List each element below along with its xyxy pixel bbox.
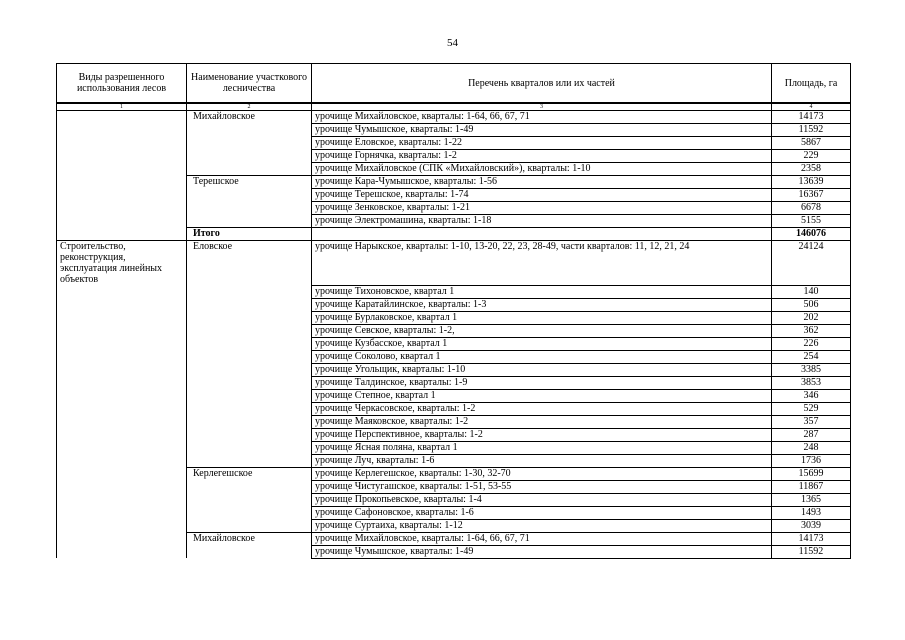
area-cell: 287 <box>772 428 851 441</box>
area-cell: 248 <box>772 441 851 454</box>
table-row <box>57 215 851 228</box>
tracts-cell: урочище Чумышское, кварталы: 1-49 <box>312 124 772 137</box>
table-row <box>57 467 851 480</box>
use-type-cell <box>57 545 187 558</box>
area-cell: 14173 <box>772 111 851 124</box>
tracts-cell: урочище Соколово, квартал 1 <box>312 350 772 363</box>
tracts-cell: урочище Кара-Чумышское, кварталы: 1-56 <box>312 176 772 189</box>
tracts-cell: урочище Степное, квартал 1 <box>312 389 772 402</box>
area-cell: 254 <box>772 350 851 363</box>
area-cell: 3039 <box>772 519 851 532</box>
tracts-cell: урочище Тихоновское, квартал 1 <box>312 285 772 298</box>
use-type-cell: Строительство, реконструкция, эксплуатация линейных объектов <box>57 241 187 286</box>
tracts-cell: урочище Талдинское, кварталы: 1-9 <box>312 376 772 389</box>
use-type-cell <box>57 189 187 202</box>
table-row <box>57 350 851 363</box>
tracts-cell: урочище Угольщик, кварталы: 1-10 <box>312 363 772 376</box>
tracts-cell: урочище Кузбасское, квартал 1 <box>312 337 772 350</box>
table-row <box>57 402 851 415</box>
forestry-cell <box>187 480 312 493</box>
header-area: Площадь, га <box>772 64 851 104</box>
use-type-cell <box>57 137 187 150</box>
use-type-cell <box>57 415 187 428</box>
forestry-cell <box>187 298 312 311</box>
tracts-cell: урочище Суртаиха, кварталы: 1-12 <box>312 519 772 532</box>
use-type-cell <box>57 467 187 480</box>
area-cell: 3385 <box>772 363 851 376</box>
table-row <box>57 415 851 428</box>
area-cell: 146076 <box>772 228 851 241</box>
table-row <box>57 454 851 467</box>
table-header-row <box>57 64 851 104</box>
table-row <box>57 324 851 337</box>
table-row <box>57 480 851 493</box>
tracts-cell: урочище Электромашина, кварталы: 1-18 <box>312 215 772 228</box>
use-type-cell <box>57 532 187 545</box>
use-type-cell <box>57 285 187 298</box>
use-type-cell <box>57 311 187 324</box>
area-cell: 11592 <box>772 124 851 137</box>
column-number-row <box>57 103 851 111</box>
forestry-cell <box>187 441 312 454</box>
table-row <box>57 137 851 150</box>
use-type-cell <box>57 298 187 311</box>
tracts-cell: урочище Бурлаковское, квартал 1 <box>312 311 772 324</box>
page-number: 54 <box>447 37 458 49</box>
tracts-cell: урочище Каратайлинское, кварталы: 1-3 <box>312 298 772 311</box>
table-row <box>57 150 851 163</box>
area-cell: 24124 <box>772 241 851 286</box>
forestry-cell <box>187 454 312 467</box>
forestry-cell: Михайловское <box>187 532 312 545</box>
tracts-cell: урочище Михайловское, кварталы: 1-64, 66, 67, 71 <box>312 111 772 124</box>
table-row <box>57 441 851 454</box>
area-cell: 1365 <box>772 493 851 506</box>
forestry-cell <box>187 324 312 337</box>
table-row <box>57 111 851 124</box>
forestry-cell <box>187 285 312 298</box>
forestry-cell <box>187 415 312 428</box>
area-cell: 6678 <box>772 202 851 215</box>
forestry-cell: Еловское <box>187 241 312 286</box>
tracts-cell: урочище Зенковское, кварталы: 1-21 <box>312 202 772 215</box>
use-type-cell <box>57 202 187 215</box>
area-cell: 2358 <box>772 163 851 176</box>
forestry-cell <box>187 150 312 163</box>
area-cell: 11592 <box>772 545 851 558</box>
area-cell: 3853 <box>772 376 851 389</box>
tracts-cell: урочище Керлегешское, кварталы: 1-30, 32-70 <box>312 467 772 480</box>
forestry-cell <box>187 137 312 150</box>
forestry-cell: Терешское <box>187 176 312 189</box>
use-type-cell <box>57 337 187 350</box>
use-type-cell <box>57 402 187 415</box>
forestry-cell <box>187 428 312 441</box>
area-cell: 5155 <box>772 215 851 228</box>
forestry-cell <box>187 202 312 215</box>
tracts-cell: урочище Еловское, кварталы: 1-22 <box>312 137 772 150</box>
table-row <box>57 519 851 532</box>
forestry-cell <box>187 124 312 137</box>
table-row <box>57 389 851 402</box>
table-row <box>57 298 851 311</box>
table-row <box>57 545 851 558</box>
column-number: 4 <box>772 103 851 111</box>
table-row <box>57 493 851 506</box>
use-type-cell <box>57 150 187 163</box>
area-cell: 1736 <box>772 454 851 467</box>
area-cell: 357 <box>772 415 851 428</box>
forestry-cell <box>187 215 312 228</box>
table-row <box>57 202 851 215</box>
tracts-cell: урочище Сафоновское, кварталы: 1-6 <box>312 506 772 519</box>
use-type-cell <box>57 454 187 467</box>
column-number: 3 <box>312 103 772 111</box>
forestry-cell <box>187 163 312 176</box>
use-type-cell <box>57 376 187 389</box>
use-type-cell <box>57 215 187 228</box>
tracts-cell: урочище Михайловское (СПК «Михайловский»), кварталы: 1-10 <box>312 163 772 176</box>
forestry-cell <box>187 189 312 202</box>
tracts-cell: урочище Терешское, кварталы: 1-74 <box>312 189 772 202</box>
use-type-cell <box>57 124 187 137</box>
area-cell: 15699 <box>772 467 851 480</box>
tracts-cell: урочище Перспективное, кварталы: 1-2 <box>312 428 772 441</box>
use-type-cell <box>57 324 187 337</box>
forestry-cell <box>187 519 312 532</box>
column-number: 2 <box>187 103 312 111</box>
area-cell: 229 <box>772 150 851 163</box>
table-row <box>57 428 851 441</box>
header-tracts: Перечень кварталов или их частей <box>312 64 772 104</box>
forestry-cell <box>187 402 312 415</box>
table-row <box>57 506 851 519</box>
area-cell: 346 <box>772 389 851 402</box>
tracts-cell: урочище Горнячка, кварталы: 1-2 <box>312 150 772 163</box>
use-type-cell <box>57 428 187 441</box>
table-row <box>57 337 851 350</box>
forestry-cell <box>187 350 312 363</box>
total-row <box>57 228 851 241</box>
tracts-cell: урочище Чистугашское, кварталы: 1-51, 53-55 <box>312 480 772 493</box>
area-cell: 1493 <box>772 506 851 519</box>
table-row <box>57 241 851 286</box>
forestry-cell <box>187 337 312 350</box>
forestry-cell <box>187 506 312 519</box>
use-type-cell <box>57 493 187 506</box>
use-type-cell <box>57 163 187 176</box>
use-type-cell <box>57 228 187 241</box>
forestry-cell <box>187 311 312 324</box>
area-cell: 16367 <box>772 189 851 202</box>
use-type-cell <box>57 176 187 189</box>
header-use-type: Виды разрешенного использования лесов <box>57 64 187 104</box>
area-cell: 226 <box>772 337 851 350</box>
table-row <box>57 285 851 298</box>
tracts-cell: урочище Чумышское, кварталы: 1-49 <box>312 545 772 558</box>
tracts-cell: урочище Прокопьевское, кварталы: 1-4 <box>312 493 772 506</box>
area-cell: 140 <box>772 285 851 298</box>
forestry-cell: Михайловское <box>187 111 312 124</box>
area-cell: 14173 <box>772 532 851 545</box>
area-cell: 5867 <box>772 137 851 150</box>
area-cell: 529 <box>772 402 851 415</box>
use-type-cell <box>57 363 187 376</box>
forestry-cell: Керлегешское <box>187 467 312 480</box>
forestry-cell: Итого <box>187 228 312 241</box>
forestry-cell <box>187 493 312 506</box>
use-type-cell <box>57 441 187 454</box>
tracts-cell: урочище Нарыкское, кварталы: 1-10, 13-20, 22, 23, 28-49, части кварталов: 11, 12, 21, 24 <box>312 241 772 286</box>
area-cell: 11867 <box>772 480 851 493</box>
table-row <box>57 532 851 545</box>
table-row <box>57 163 851 176</box>
use-type-cell <box>57 506 187 519</box>
tracts-cell: урочище Луч, кварталы: 1-6 <box>312 454 772 467</box>
forestry-cell <box>187 545 312 558</box>
table-row <box>57 311 851 324</box>
tracts-cell: урочище Черкасовское, кварталы: 1-2 <box>312 402 772 415</box>
forest-use-table <box>56 63 851 559</box>
use-type-cell <box>57 480 187 493</box>
area-cell: 506 <box>772 298 851 311</box>
column-number: 1 <box>57 103 187 111</box>
table-row <box>57 363 851 376</box>
tracts-cell: урочище Ясная поляна, квартал 1 <box>312 441 772 454</box>
tracts-cell: урочище Маяковское, кварталы: 1-2 <box>312 415 772 428</box>
tracts-cell <box>312 228 772 241</box>
forestry-cell <box>187 389 312 402</box>
area-cell: 202 <box>772 311 851 324</box>
table-row <box>57 189 851 202</box>
forestry-cell <box>187 376 312 389</box>
header-forestry: Наименование участкового лесничества <box>187 64 312 104</box>
use-type-cell <box>57 350 187 363</box>
table-row <box>57 176 851 189</box>
use-type-cell <box>57 111 187 124</box>
area-cell: 13639 <box>772 176 851 189</box>
forestry-cell <box>187 363 312 376</box>
use-type-cell <box>57 519 187 532</box>
use-type-cell <box>57 389 187 402</box>
tracts-cell: урочище Севское, кварталы: 1-2, <box>312 324 772 337</box>
tracts-cell: урочище Михайловское, кварталы: 1-64, 66, 67, 71 <box>312 532 772 545</box>
table-row <box>57 124 851 137</box>
area-cell: 362 <box>772 324 851 337</box>
table-row <box>57 376 851 389</box>
